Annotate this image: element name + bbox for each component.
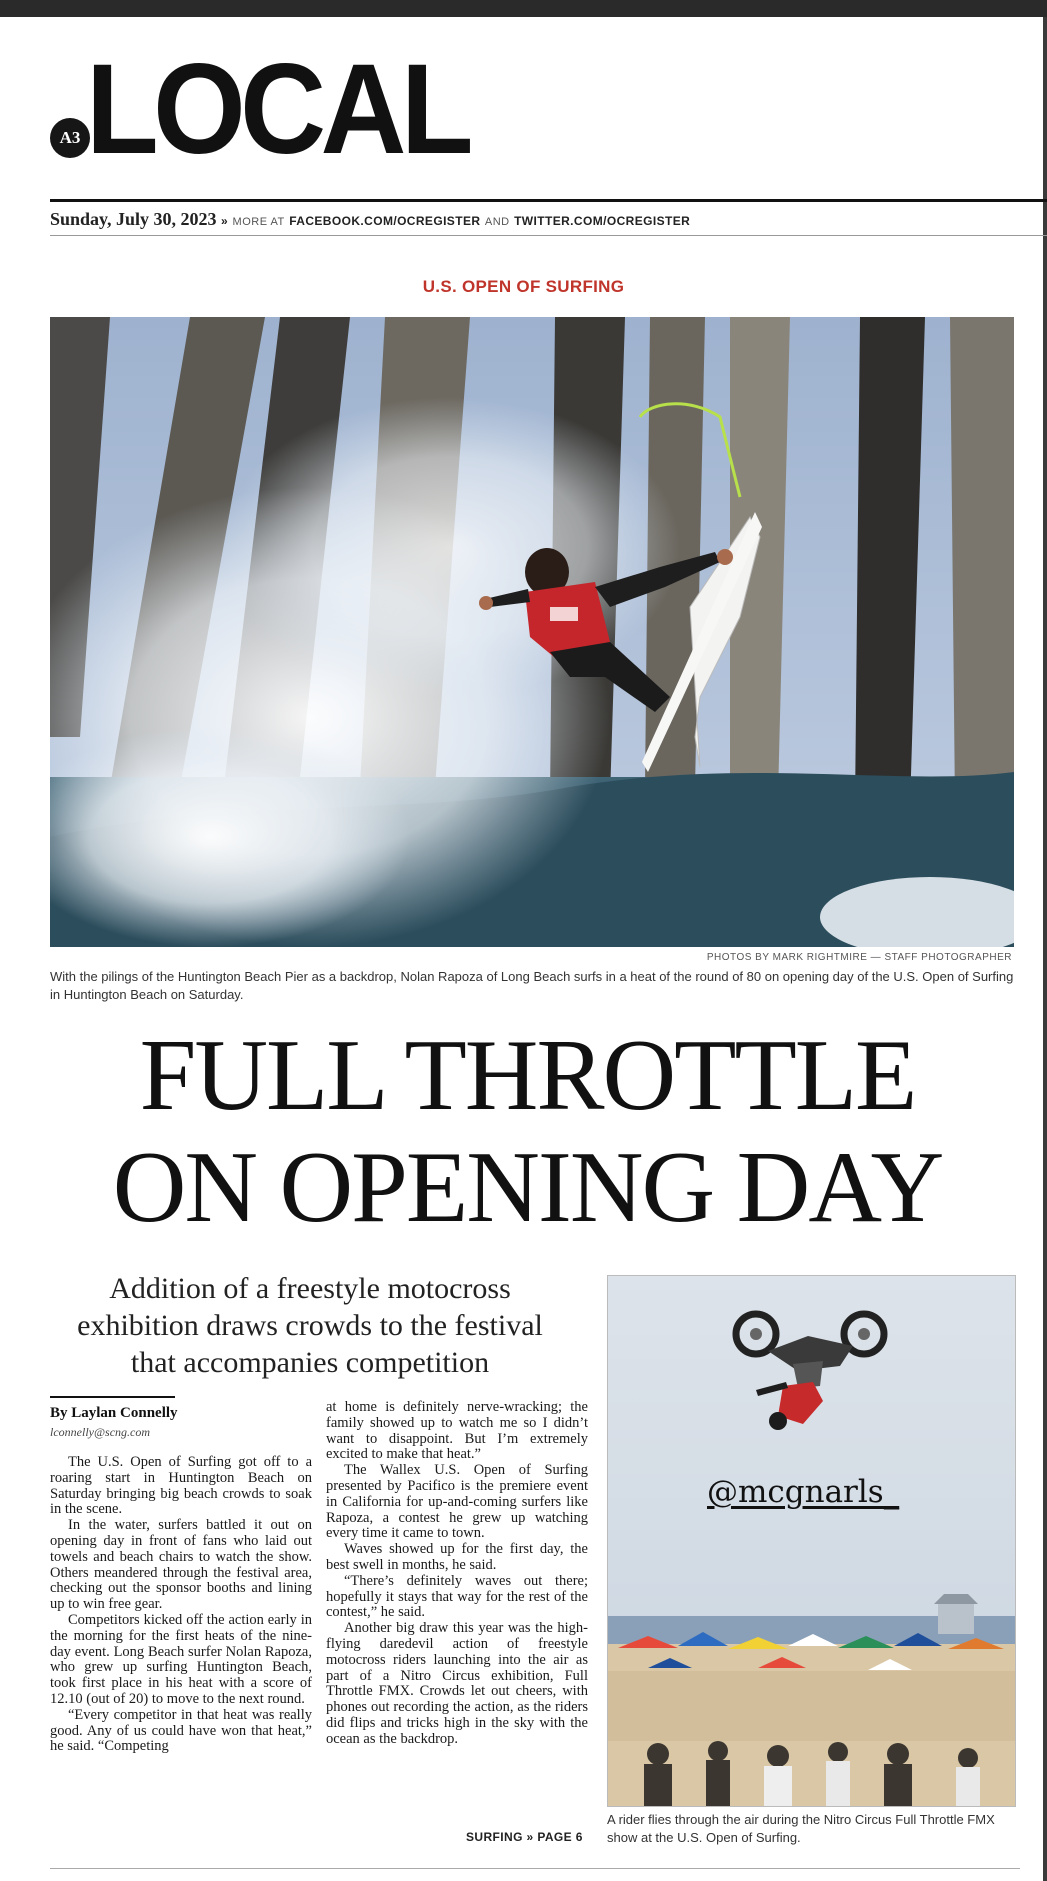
paragraph: Waves showed up for the first day, the best swell in months, he said. bbox=[326, 1541, 588, 1573]
twitter-link[interactable]: TWITTER.COM/OCREGISTER bbox=[514, 214, 691, 228]
author-email[interactable]: lconnelly@scng.com bbox=[50, 1425, 151, 1439]
jump-line[interactable]: SURFING » PAGE 6 bbox=[466, 1830, 583, 1844]
photo-credit: PHOTOS BY MARK RIGHTMIRE — STAFF PHOTOGRAPHER bbox=[706, 952, 1012, 963]
motocross-photo-caption: A rider flies through the air during the Nitro Circus Full Throttle FMX show at the U.S. Open of Surfing. bbox=[607, 1812, 995, 1845]
top-bar bbox=[0, 0, 1047, 17]
lead-photo-caption: With the pilings of the Huntington Beach Pier as a backdrop, Nolan Rapoza of Long Beach surfs in a heat of the round of 80 on opening day of the U.S. Open of Surfing in Huntington Beach on Saturday. bbox=[50, 969, 1014, 1002]
more-at-marker: » bbox=[221, 214, 229, 228]
headline-line-2: ON OPENING DAY bbox=[112, 1131, 943, 1244]
deck-line-1: Addition of a freestyle motocross bbox=[109, 1272, 511, 1305]
facebook-link[interactable]: FACEBOOK.COM/OCREGISTER bbox=[289, 214, 481, 228]
and-label: AND bbox=[484, 216, 510, 228]
surfer-photo bbox=[50, 317, 1014, 947]
deck-line-3: that accompanies competition bbox=[130, 1346, 490, 1379]
instagram-handle[interactable]: @mcgnarls_ bbox=[707, 1474, 900, 1510]
dateline-rule bbox=[50, 235, 1047, 236]
bottom-rule bbox=[50, 1868, 1020, 1869]
story-kicker: U.S. OPEN OF SURFING bbox=[422, 277, 625, 296]
article-column-2 bbox=[326, 1400, 588, 1748]
byline-rule bbox=[50, 1396, 175, 1398]
dateline bbox=[50, 209, 690, 230]
page-number-badge: A3 bbox=[50, 118, 90, 158]
paragraph-continued: at home is definitely nerve-wracking; the family showed up to watch me so I didn’t want to disappoint. But I’m extremely excited to make that heat.” bbox=[326, 1399, 588, 1463]
headline bbox=[40, 1020, 1015, 1244]
deck-line-2: exhibition draws crowds to the festival bbox=[77, 1309, 543, 1342]
byline: By Laylan Connelly bbox=[50, 1405, 178, 1421]
paragraph: Competitors kicked off the action early in the morning for the first heats of the nine-day event. Long Beach surfer Nolan Rapoza, who grew up surfing Huntington Beach, took first place in his heat with a score of 12.10 (out of 20) to move to the next round. bbox=[50, 1611, 312, 1707]
motocross-photo bbox=[607, 1275, 1016, 1807]
paragraph: The U.S. Open of Surfing got off to a roaring start in Huntington Beach on Saturday bringing big beach crowds to soak in the scene. bbox=[50, 1454, 312, 1518]
masthead-rule bbox=[50, 199, 1047, 202]
headline-line-1: FULL THROTTLE bbox=[139, 1019, 916, 1132]
paragraph: “Every competitor in that heat was really good. Any of us could have won that heat,” he said. “Competing bbox=[50, 1706, 312, 1755]
paragraph: The Wallex U.S. Open of Surfing presented by Pacifico is the premiere event in California for up-and-coming surfers like Rapoza, a contest he grew up watching every time it came to town. bbox=[326, 1462, 588, 1542]
paragraph: In the water, surfers battled it out on opening day in front of fans who laid out towels and beach chairs to watch the show. Others meandered through the festival area, checking out the sponsor booths and lining up to win free gear. bbox=[50, 1517, 312, 1613]
paragraph: “There’s definitely waves out there; hopefully it stays that way for the rest of the contest,” he said. bbox=[326, 1572, 588, 1621]
more-at-label: MORE AT bbox=[232, 216, 285, 228]
section-title: LOCAL bbox=[86, 38, 469, 181]
article-column-1 bbox=[50, 1455, 312, 1755]
paragraph: Another big draw this year was the high-flying daredevil action of freestyle motocross riders launching into the air as part of a Nitro Circus exhibition, Full Throttle FMX. Crowds let out cheers, with phones out recording the action, as the riders did flips and tricks high in the sky with the ocean as the backdrop. bbox=[326, 1620, 588, 1747]
deck bbox=[50, 1270, 570, 1381]
motocross-photo-illustration bbox=[608, 1276, 1015, 1806]
issue-date: Sunday, July 30, 2023 bbox=[50, 209, 217, 229]
surfer-photo-illustration bbox=[50, 317, 1014, 947]
